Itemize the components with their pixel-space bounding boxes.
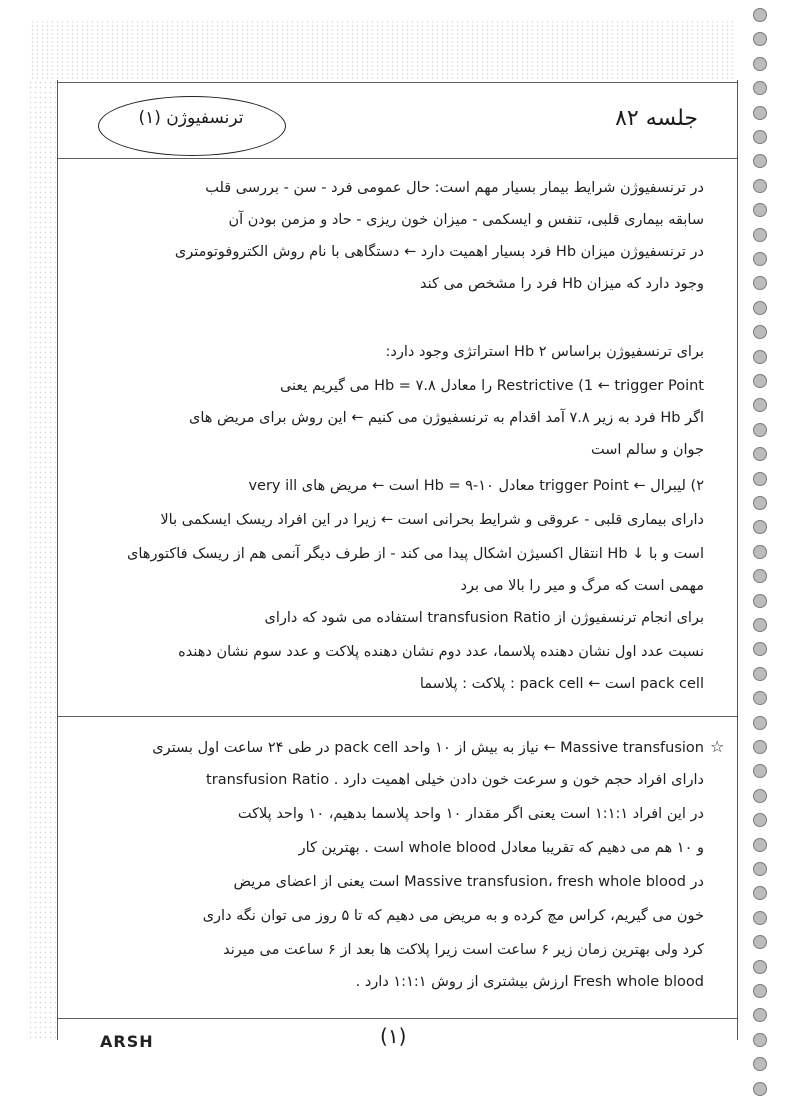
note-line: خون می گیریم، کراس مچ کرده و به مریض می دهیم که تا ۵ روز می توان نگه داری xyxy=(202,908,704,924)
spiral-ring xyxy=(753,374,767,388)
margin-line-right xyxy=(737,80,738,1040)
spiral-ring xyxy=(753,886,767,900)
note-line: Restrictive (1 ← trigger Point را معادل Hb = ۷.۸ می گیریم یعنی xyxy=(279,378,704,394)
note-line: در Massive transfusion، fresh whole blood است یعنی از اعضای مریض xyxy=(233,874,704,890)
spiral-ring xyxy=(753,984,767,998)
spiral-ring xyxy=(753,130,767,144)
note-line: دارای بیماری قلبی - عروقی و شرایط بحرانی است ← زیرا در این افراد ریسک ایسکمی بالا xyxy=(160,512,704,528)
spiral-ring xyxy=(753,447,767,461)
spiral-ring xyxy=(753,57,767,71)
spiral-ring xyxy=(753,642,767,656)
ruled-line xyxy=(58,82,738,83)
brand-logo: ARSH xyxy=(100,1032,154,1051)
spiral-ring xyxy=(753,691,767,705)
note-line: Massive transfusion ← نیاز به بیش از ۱۰ واحد pack cell در طی ۲۴ ساعت اول بستری xyxy=(152,740,704,756)
note-line: اگر Hb فرد به زیر ۷.۸ آمد اقدام به ترنسفیوژن می کنیم ← این روش برای مریض های xyxy=(188,410,704,426)
note-line: مهمی است که مرگ و میر را بالا می برد xyxy=(460,578,704,594)
spiral-ring xyxy=(753,1033,767,1047)
spiral-ring xyxy=(753,203,767,217)
spiral-ring xyxy=(753,1082,767,1096)
page-number: (۱) xyxy=(380,1024,407,1048)
note-line: در این افراد ۱:۱:۱ است یعنی اگر مقدار ۱۰ واحد پلاسما بدهیم، ۱۰ واحد پلاکت xyxy=(237,806,704,822)
spiral-ring xyxy=(753,1008,767,1022)
note-line: نسبت عدد اول نشان دهنده پلاسما، عدد دوم نشان دهنده پلاکت و عدد سوم نشان دهنده xyxy=(178,644,704,660)
note-line: Fresh whole blood ارزش بیشتری از روش ۱:۱:۱ دارد . xyxy=(355,974,704,990)
spiral-ring xyxy=(753,179,767,193)
margin-line xyxy=(57,80,58,1040)
spiral-ring xyxy=(753,472,767,486)
ruled-line xyxy=(58,1018,738,1019)
spiral-ring xyxy=(753,862,767,876)
spiral-ring xyxy=(753,960,767,974)
spiral-ring xyxy=(753,838,767,852)
spiral-ring xyxy=(753,594,767,608)
spiral-ring xyxy=(753,301,767,315)
star-icon: ☆ xyxy=(710,737,725,756)
ruled-line xyxy=(58,716,738,717)
ruled-line xyxy=(58,158,738,159)
note-line: ۲) لیبرال ← trigger Point معادل Hb = ۹-۱۰ است ← مریض های very ill xyxy=(248,478,704,494)
spiral-ring xyxy=(753,789,767,803)
spiral-ring xyxy=(753,545,767,559)
spiral-ring xyxy=(753,520,767,534)
spiral-ring xyxy=(753,1057,767,1071)
spiral-ring xyxy=(753,276,767,290)
spiral-ring xyxy=(753,228,767,242)
spiral-ring xyxy=(753,740,767,754)
note-line: و ۱۰ هم می دهیم که تقریبا معادل whole blood است . بهترین کار xyxy=(298,840,704,856)
spiral-ring xyxy=(753,667,767,681)
note-line: در ترنسفیوژن شرایط بیمار بسیار مهم است: حال عمومی فرد - سن - بررسی قلب xyxy=(205,180,704,196)
margin-texture xyxy=(28,80,56,1040)
spiral-ring xyxy=(753,32,767,46)
spiral-ring xyxy=(753,716,767,730)
spiral-ring xyxy=(753,350,767,364)
spiral-ring xyxy=(753,81,767,95)
spiral-ring xyxy=(753,911,767,925)
spiral-ring xyxy=(753,496,767,510)
spiral-ring xyxy=(753,935,767,949)
note-line: در ترنسفیوژن میزان Hb فرد بسیار اهمیت دارد ← دستگاهی با نام روش الکتروفوتومتری xyxy=(174,244,704,260)
spiral-ring xyxy=(753,569,767,583)
spiral-ring xyxy=(753,423,767,437)
session-label: جلسه ۸۲ xyxy=(615,106,698,131)
note-line: pack cell است ← pack cell : پلاکت : پلاسما xyxy=(419,676,704,692)
note-line: جوان و سالم است xyxy=(590,442,704,458)
page-title: ترنسفیوژن (۱) xyxy=(138,108,244,128)
note-line: کرد ولی بهترین زمان زیر ۶ ساعت است زیرا پلاکت ها بعد از ۶ ساعت می میرند xyxy=(223,942,704,958)
note-line: است و با ↓ Hb انتقال اکسیژن اشکال پیدا می کند - از طرف دیگر آنمی هم از ریسک فاکتورهای xyxy=(127,546,704,562)
note-line: سابقه بیماری قلبی، تنفس و ایسکمی - میزان خون ریزی - حاد و مزمن بودن آن xyxy=(228,212,704,228)
perforation-band xyxy=(30,20,735,80)
note-line: برای ترنسفیوژن براساس Hb ۲ استراتژی وجود دارد: xyxy=(385,344,704,360)
spiral-ring xyxy=(753,106,767,120)
note-line: وجود دارد که میزان Hb فرد را مشخص می کند xyxy=(420,276,704,292)
spiral-ring xyxy=(753,154,767,168)
spiral-ring xyxy=(753,813,767,827)
note-line: برای انجام ترنسفیوژن از transfusion Ratio استفاده می شود که دارای xyxy=(264,610,704,626)
spiral-ring xyxy=(753,764,767,778)
spiral-ring xyxy=(753,252,767,266)
spiral-ring xyxy=(753,8,767,22)
spiral-ring xyxy=(753,398,767,412)
spiral-ring xyxy=(753,325,767,339)
spiral-ring xyxy=(753,618,767,632)
note-line: دارای افراد حجم خون و سرعت خون دادن خیلی اهمیت دارد . transfusion Ratio xyxy=(206,772,704,788)
